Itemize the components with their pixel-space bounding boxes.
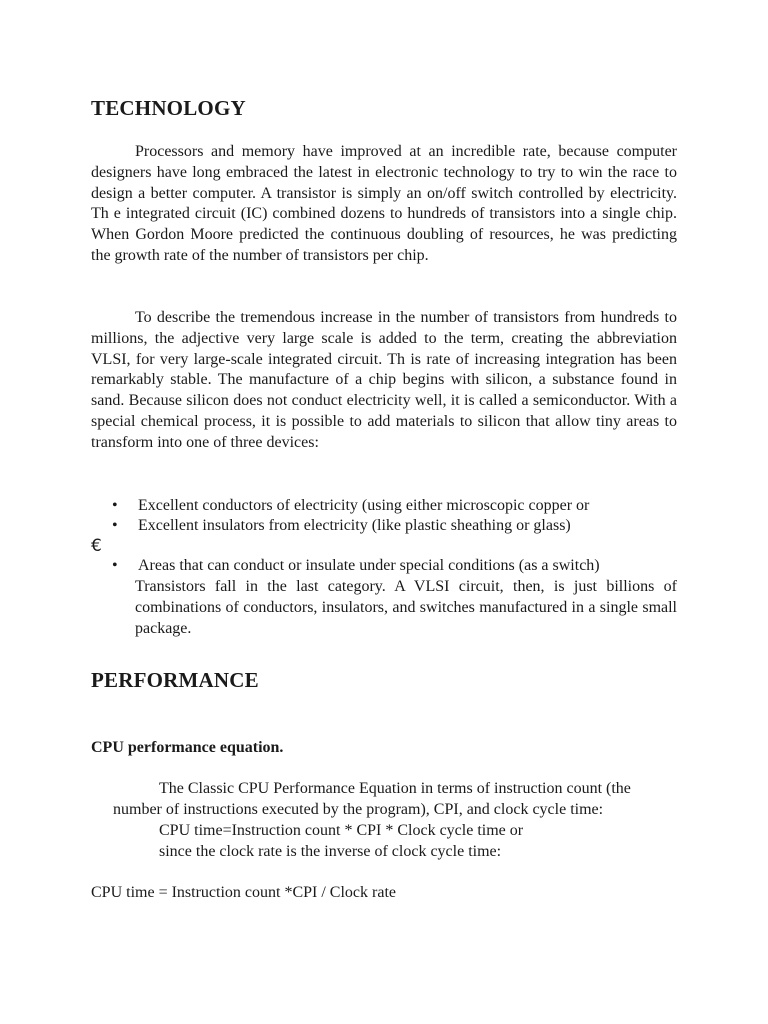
performance-heading: PERFORMANCE (91, 668, 259, 692)
technology-paragraph-2: To describe the tremendous increase in the number of transistors from hundreds to millions, the adjective very large scale is added to the term, creating the abbreviation VLSI, for very large-scale integrated circuit. Th is rate of increasing integration has been remarkably stable. The manufacture of a chip begins with silicon, a substance found in sand. Because silicon does not conduct electricity well, it is called a semiconductor. With a special chemical process, it is possible to add materials to silicon that allow tiny areas to transform into one of three devices: (91, 309, 677, 451)
cpu-equation-intro: The Classic CPU Performance Equation in terms of instruction count (the number of instructions executed by the program), CPI, and clock cycle time: (113, 780, 631, 818)
cpu-equation-line-2: since the clock rate is the inverse of clock cycle time: (159, 843, 502, 860)
technology-paragraph-1: Processors and memory have improved at an incredible rate, because computer designers have long embraced the latest in electronic technology to try to win the race to design a better computer. A transistor is simply an on/off switch controlled by electricity. Th e integrated circuit (IC) combined dozens to hundreds of transistors into a single chip. When Gordon Moore predicted the continuous doubling of resources, he was predicting the growth rate of the number of transistors per chip. (91, 143, 677, 264)
bullet-text-switches: Areas that can conduct or insulate under special conditions (as a switch) (138, 557, 600, 574)
technology-heading: TECHNOLOGY (91, 96, 246, 120)
cpu-equation-line-1: CPU time=Instruction count * CPI * Clock cycle time or (159, 822, 524, 839)
technology-continuation: Transistors fall in the last category. A VLSI circuit, then, is just billions of combinations of conductors, insulators, and switches manufactured in a single small package. (135, 578, 677, 637)
bullet-text-insulators: Excellent insulators from electricity (like plastic sheathing or glass) (138, 517, 571, 534)
cpu-equation-final: CPU time = Instruction count *CPI / Clock rate (91, 884, 396, 901)
bullet-text-conductors: Excellent conductors of electricity (using either microscopic copper or (138, 497, 590, 514)
bullet-icon: • (112, 557, 118, 574)
bullet-icon: • (112, 497, 118, 514)
euro-symbol-icon: € (91, 536, 102, 556)
cpu-equation-subheading: CPU performance equation. (91, 739, 284, 756)
bullet-icon: • (112, 517, 118, 534)
